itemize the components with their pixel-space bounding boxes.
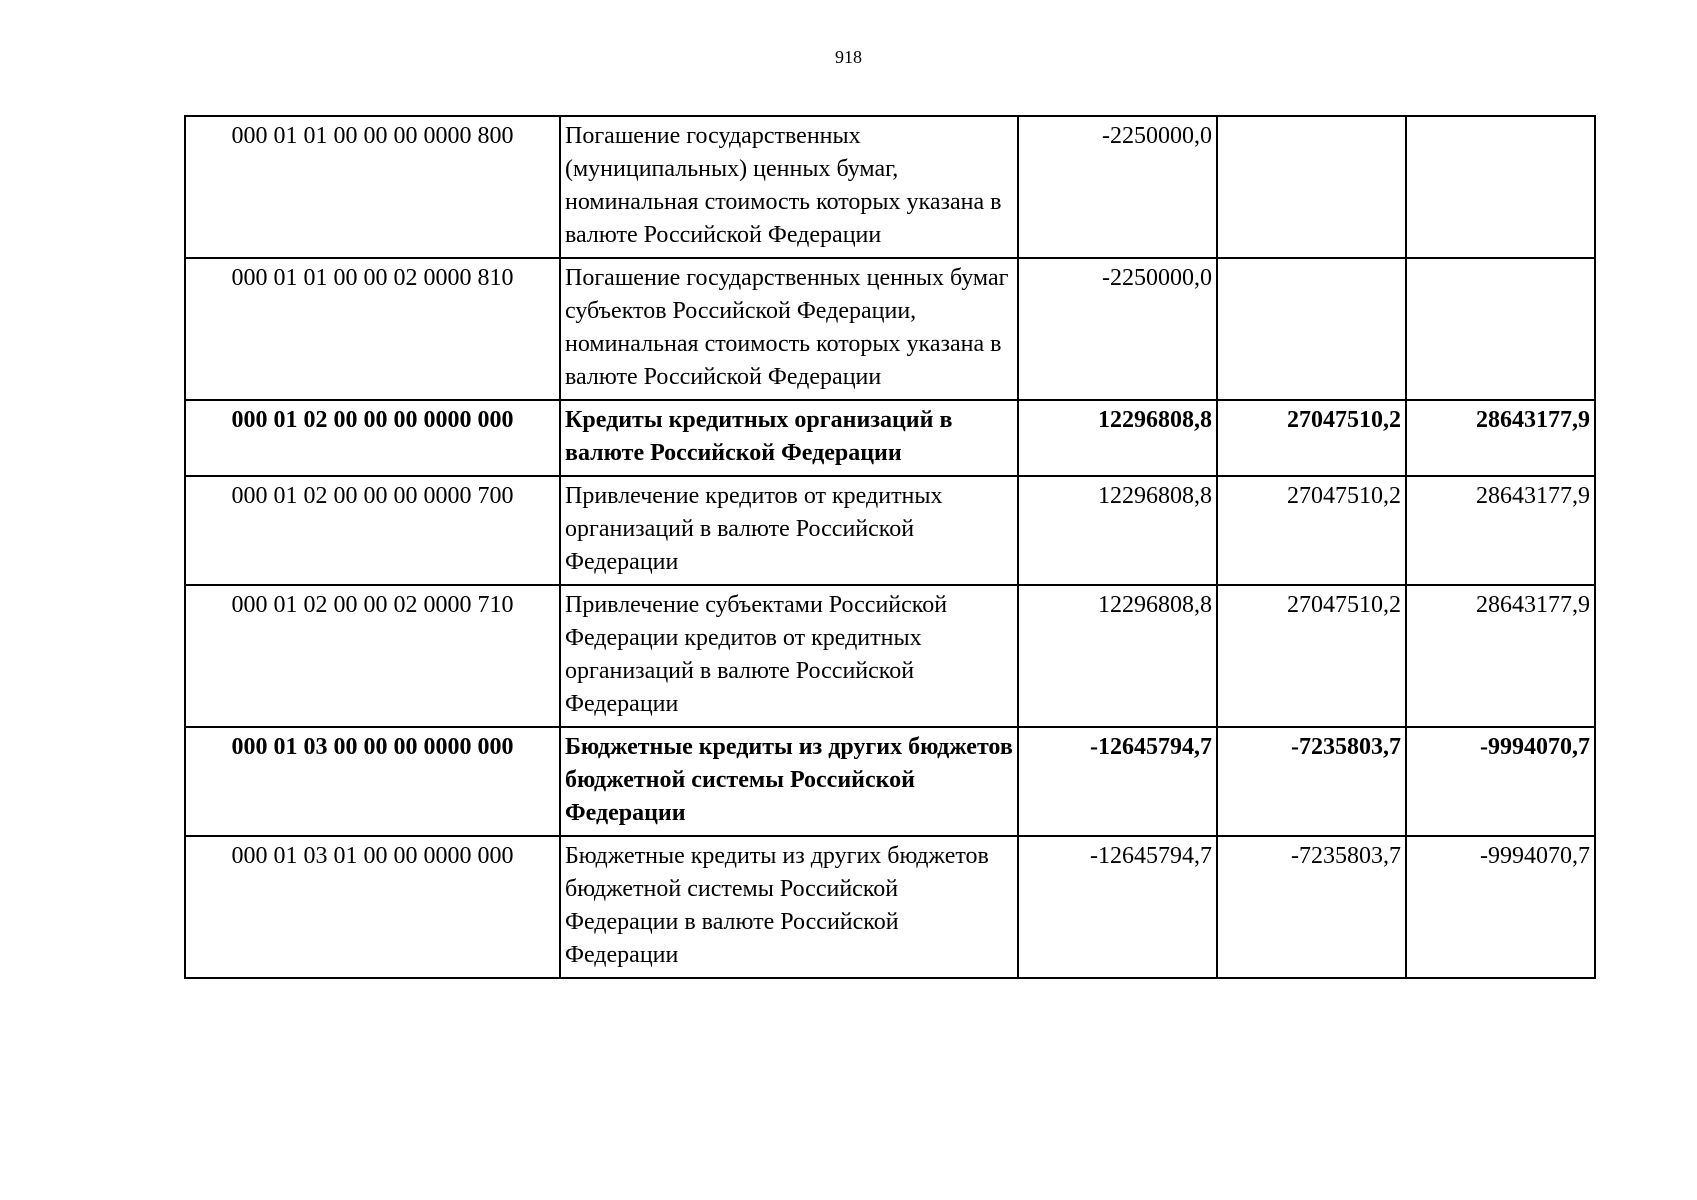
item-name: Бюджетные кредиты из других бюджетов бюджетной системы Российской Федерации в валюте Российской Федерации xyxy=(560,836,1018,978)
amount-year-3 xyxy=(1406,258,1595,400)
budget-code: 000 01 02 00 00 00 0000 700 xyxy=(185,476,560,585)
budget-code: 000 01 02 00 00 02 0000 710 xyxy=(185,585,560,727)
budget-code: 000 01 02 00 00 00 0000 000 xyxy=(185,400,560,476)
table-row xyxy=(185,585,1595,727)
item-name: Привлечение субъектами Российской Федерации кредитов от кредитных организаций в валюте Российской Федерации xyxy=(560,585,1018,727)
amount-year-1: 12296808,8 xyxy=(1018,400,1217,476)
budget-code: 000 01 03 00 00 00 0000 000 xyxy=(185,727,560,836)
budget-sources-table xyxy=(184,115,1596,979)
item-name: Бюджетные кредиты из других бюджетов бюджетной системы Российской Федерации xyxy=(560,727,1018,836)
table-row xyxy=(185,836,1595,978)
amount-year-2: 27047510,2 xyxy=(1217,585,1406,727)
item-name: Погашение государственных (муниципальных) ценных бумаг, номинальная стоимость которых указана в валюте Российской Федерации xyxy=(560,116,1018,258)
amount-year-3: -9994070,7 xyxy=(1406,836,1595,978)
table-row xyxy=(185,116,1595,258)
item-name: Привлечение кредитов от кредитных организаций в валюте Российской Федерации xyxy=(560,476,1018,585)
amount-year-2: -7235803,7 xyxy=(1217,836,1406,978)
budget-code: 000 01 03 01 00 00 0000 000 xyxy=(185,836,560,978)
amount-year-1: -2250000,0 xyxy=(1018,258,1217,400)
amount-year-3: -9994070,7 xyxy=(1406,727,1595,836)
amount-year-3: 28643177,9 xyxy=(1406,400,1595,476)
amount-year-2: -7235803,7 xyxy=(1217,727,1406,836)
amount-year-2: 27047510,2 xyxy=(1217,476,1406,585)
item-name: Погашение государственных ценных бумаг субъектов Российской Федерации, номинальная стоимость которых указана в валюте Российской Федерации xyxy=(560,258,1018,400)
amount-year-3 xyxy=(1406,116,1595,258)
page-number: 918 xyxy=(835,47,862,67)
amount-year-1: -12645794,7 xyxy=(1018,727,1217,836)
table-row-group-total xyxy=(185,400,1595,476)
budget-code: 000 01 01 00 00 00 0000 800 xyxy=(185,116,560,258)
table-row xyxy=(185,476,1595,585)
amount-year-2: 27047510,2 xyxy=(1217,400,1406,476)
table-row-group-total xyxy=(185,727,1595,836)
table-row xyxy=(185,258,1595,400)
amount-year-1: 12296808,8 xyxy=(1018,476,1217,585)
budget-code: 000 01 01 00 00 02 0000 810 xyxy=(185,258,560,400)
amount-year-1: -2250000,0 xyxy=(1018,116,1217,258)
amount-year-2 xyxy=(1217,258,1406,400)
item-name: Кредиты кредитных организаций в валюте Российской Федерации xyxy=(560,400,1018,476)
amount-year-1: -12645794,7 xyxy=(1018,836,1217,978)
amount-year-1: 12296808,8 xyxy=(1018,585,1217,727)
amount-year-2 xyxy=(1217,116,1406,258)
amount-year-3: 28643177,9 xyxy=(1406,476,1595,585)
amount-year-3: 28643177,9 xyxy=(1406,585,1595,727)
